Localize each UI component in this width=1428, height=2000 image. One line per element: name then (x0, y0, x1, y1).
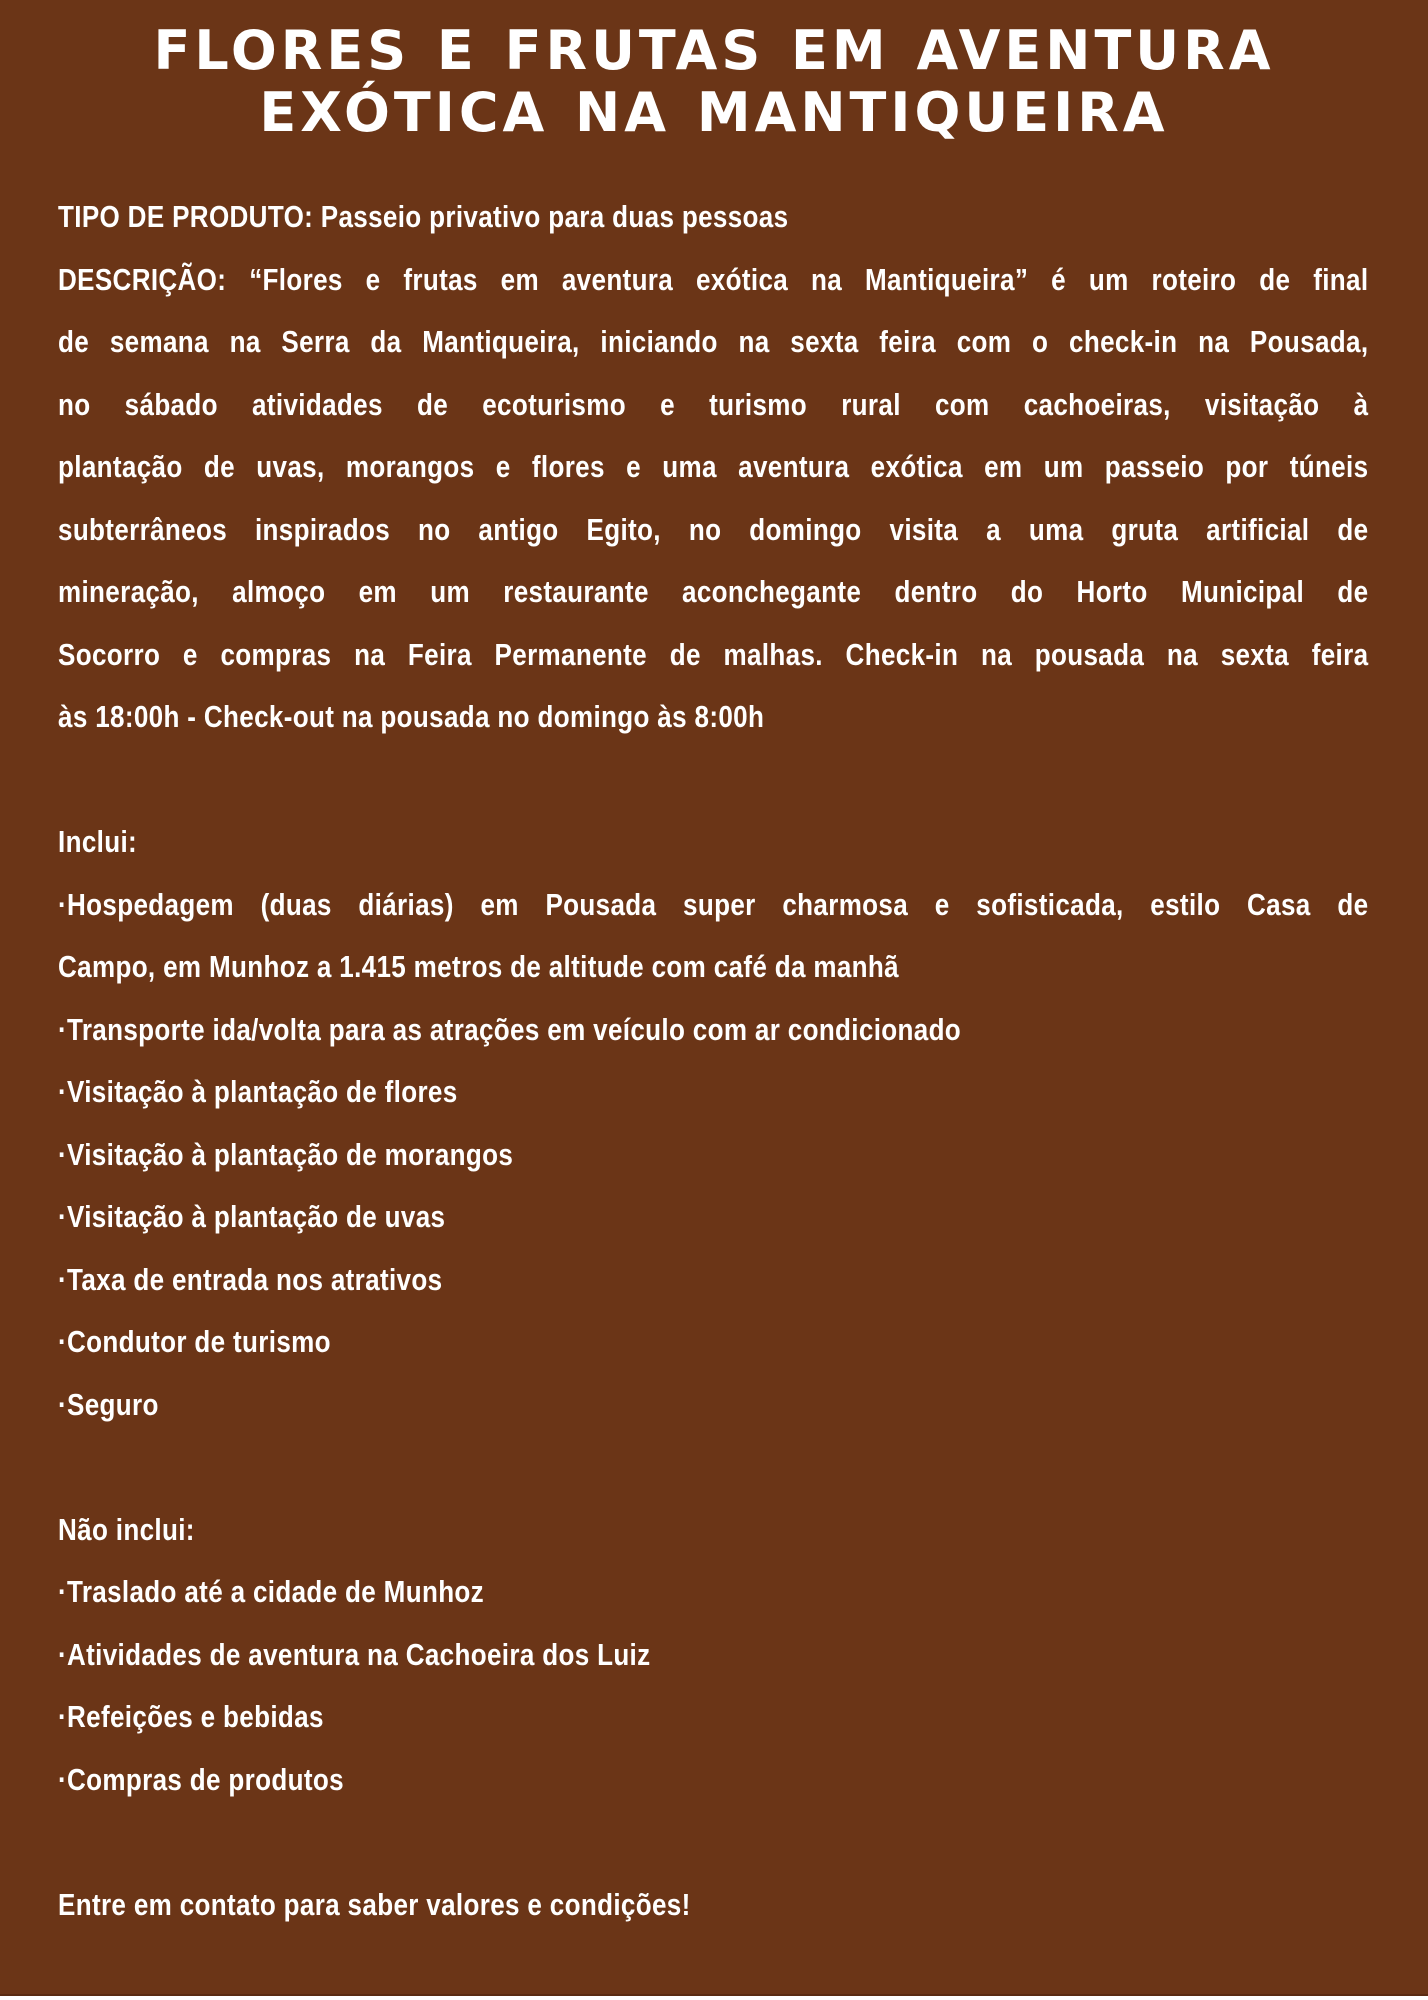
list-item: ·Visitação à plantação de flores (58, 1074, 458, 1109)
tour-details (58, 186, 1368, 1936)
product-type: TIPO DE PRODUTO: Passeio privativo para duas pessoas (58, 199, 789, 234)
page-title (58, 20, 1370, 144)
description-line: subterrâneos inspirados no antigo Egito, no domingo visita a uma gruta artificial de (58, 511, 1369, 547)
description-line: DESCRIÇÃO: “Flores e frutas em aventura exótica na Mantiqueira” é um roteiro de final (58, 261, 1369, 297)
section-gap (58, 1436, 1368, 1499)
contact-call-to-action: Entre em contato para saber valores e condições! (58, 1886, 691, 1922)
section-gap (58, 749, 1368, 812)
bottom-divider (0, 1994, 1428, 1996)
list-item: ·Traslado até a cidade de Munhoz (58, 1574, 485, 1609)
list-item: ·Hospedagem (duas diárias) em Pousada super charmosa e sofisticada, estilo Casa de (58, 886, 1369, 922)
title-line-2: EXÓTICA NA MANTIQUEIRA (259, 81, 1169, 144)
list-item: ·Refeições e bebidas (58, 1699, 324, 1734)
list-item: ·Taxa de entrada nos atrativos (58, 1261, 443, 1297)
description-line: Socorro e compras na Feira Permanente de malhas. Check-in na pousada na sexta feira (58, 636, 1369, 672)
list-item: ·Transporte ida/volta para as atrações em veículo com ar condicionado (58, 1011, 962, 1047)
list-item: ·Atividades de aventura na Cachoeira dos Luiz (58, 1636, 651, 1672)
description-line: de semana na Serra da Mantiqueira, iniciando na sexta feira com o check-in na Pousada, (58, 324, 1369, 359)
description (58, 249, 1368, 749)
description-line: às 18:00h - Check-out na pousada no domingo às 8:00h (58, 699, 765, 734)
list-item: ·Visitação à plantação de morangos (58, 1136, 514, 1172)
list-item: ·Seguro (58, 1386, 159, 1422)
description-line: plantação de uvas, morangos e flores e uma aventura exótica em um passeio por túneis (58, 449, 1369, 484)
list-item: ·Condutor de turismo (58, 1324, 331, 1359)
list-item: ·Visitação à plantação de uvas (58, 1199, 446, 1234)
includes-heading: Inclui: (58, 824, 138, 859)
excludes-heading: Não inclui: (58, 1511, 195, 1547)
list-item: Campo, em Munhoz a 1.415 metros de altitude com café da manhã (58, 949, 899, 984)
list-item: ·Compras de produtos (58, 1761, 344, 1797)
description-line: mineração, almoço em um restaurante aconchegante dentro do Horto Municipal de (58, 574, 1369, 609)
section-gap (58, 1811, 1368, 1874)
excludes-section (58, 1499, 1368, 1812)
description-line: no sábado atividades de ecoturismo e turismo rural com cachoeiras, visitação à (58, 386, 1369, 422)
title-line-1: FLORES E FRUTAS EM AVENTURA (153, 19, 1275, 82)
includes-section (58, 811, 1368, 1436)
